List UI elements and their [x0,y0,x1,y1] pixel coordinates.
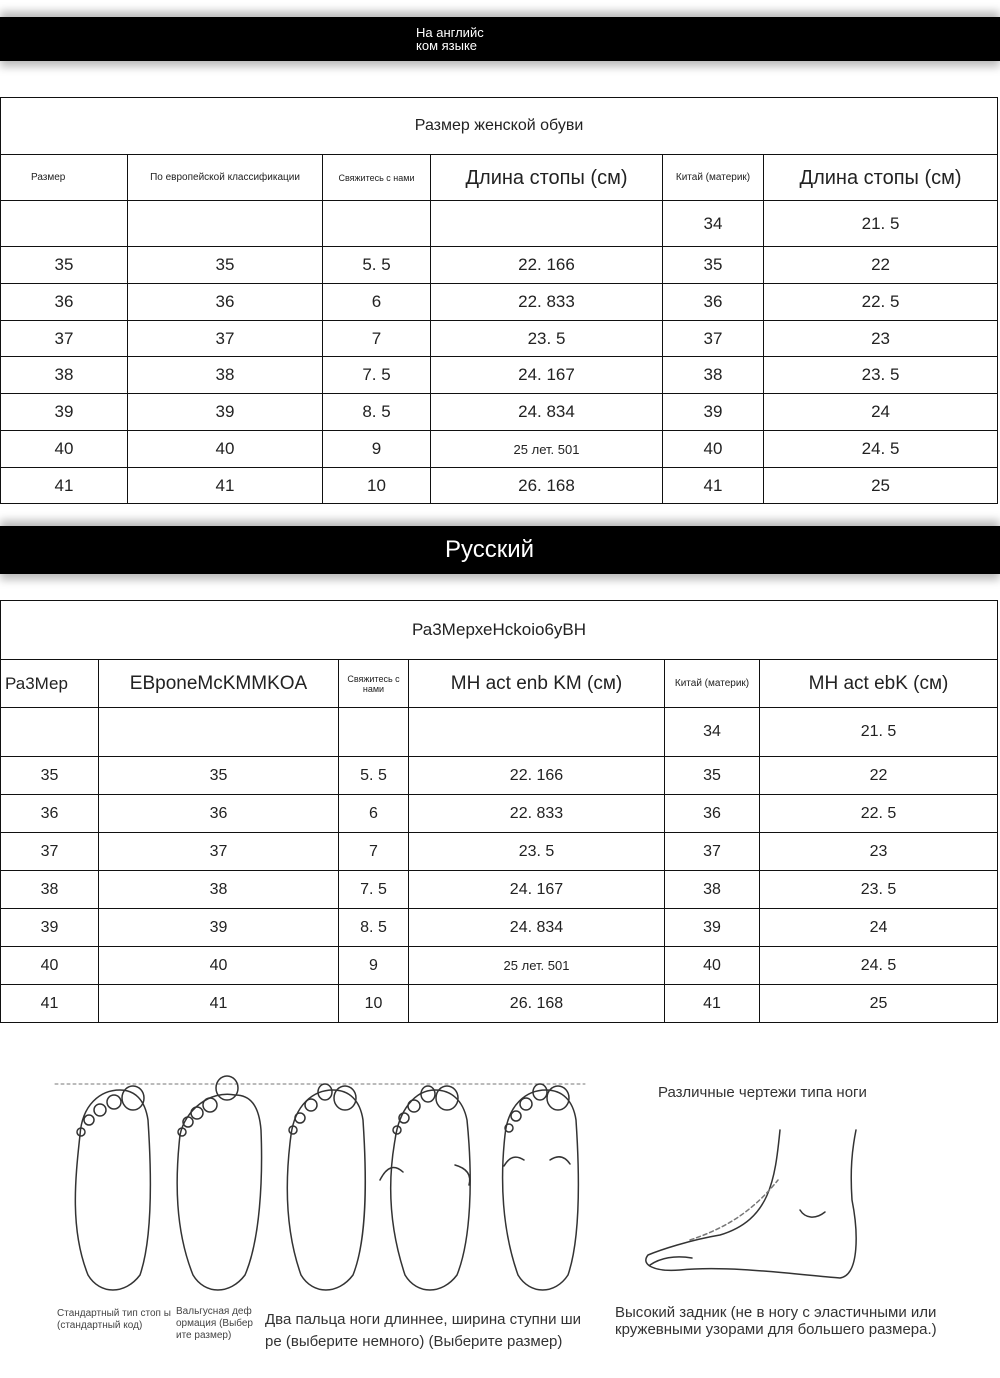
cell: 38 [665,871,760,909]
cell: 23. 5 [760,871,998,909]
high-instep-foot-side-icon [646,1130,856,1278]
cell: 36 [663,284,764,321]
cell: 37 [128,321,323,357]
cell: 26. 168 [409,985,665,1023]
col-header-size: Размер [1,155,128,201]
cell: 40 [128,431,323,468]
table-row [1,947,998,985]
table-row [1,321,998,357]
russian-banner [0,526,1000,574]
long-second-toe-foot-icon [287,1084,365,1290]
cell: 22. 5 [764,284,998,321]
cell: 25 [760,985,998,1023]
banner-text-line2: ком языке [416,38,478,53]
valgus-foot-icon [177,1076,261,1290]
cell: 35 [99,757,339,795]
cell: 35 [1,757,99,795]
cell: 40 [1,947,99,985]
cell: 24 [764,394,998,431]
cell: 23. 5 [431,321,663,357]
cell: 36 [99,795,339,833]
cell: 37 [1,321,128,357]
cell: 39 [99,909,339,947]
label-standard-foot: Стандартный тип стоп ы (стандартный код) [57,1308,171,1331]
col-header-foot-length: МН act enb KM (см) [409,660,665,708]
cell: 41 [99,985,339,1023]
cell: 22. 833 [409,795,665,833]
cell: 5. 5 [323,247,431,284]
cell: 39 [1,394,128,431]
table-row [1,394,998,431]
cell: 35 [665,757,760,795]
cell: 23 [764,321,998,357]
cell: 8. 5 [323,394,431,431]
cell: 24. 834 [409,909,665,947]
cell: 36 [128,284,323,321]
col-header-eu: По европейской классификации [128,155,323,201]
cell: 6 [323,284,431,321]
arrow-icon [455,1165,470,1185]
cell: 10 [323,468,431,504]
label-high-instep: Высокий задник (не в ногу с эластичными или кружевными узорами для большего размера.) [615,1304,937,1338]
cell: 24. 167 [409,871,665,909]
cell: 24. 5 [760,947,998,985]
table-row [1,708,998,757]
cell: 22. 166 [431,247,663,284]
cell: 36 [665,795,760,833]
cell: 36 [1,795,99,833]
col-header-foot-length-cn: Длина стопы (см) [764,155,998,201]
cell: 25 лет. 501 [431,431,663,468]
cell: 7. 5 [339,871,409,909]
cell: 34 [663,201,764,247]
table-row [1,757,998,795]
cell: 8. 5 [339,909,409,947]
label-valgus-foot: Вальгусная деф ормация (Выбер ите размер) [176,1306,253,1341]
cell: 35 [1,247,128,284]
cell: 9 [323,431,431,468]
cell: 38 [1,871,99,909]
cell: 35 [663,247,764,284]
table-row [1,795,998,833]
table-row [1,909,998,947]
cell: 26. 168 [431,468,663,504]
table-caption: Ра3МерхеНсkoio6уВН [1,601,998,660]
cell: 24. 5 [764,431,998,468]
table-row [1,985,998,1023]
table-row [1,468,998,504]
standard-foot-icon [75,1086,150,1290]
cell: 40 [663,431,764,468]
cell: 37 [99,833,339,871]
arrow-icon [550,1157,570,1164]
cell: 23. 5 [409,833,665,871]
size-table-english [0,97,998,504]
cell: 37 [663,321,764,357]
cell: 38 [663,357,764,394]
col-header-china: Китай (материк) [663,155,764,201]
table-row [1,833,998,871]
cell: 41 [128,468,323,504]
cell [409,708,665,757]
table-header-row [1,660,998,708]
cell [323,201,431,247]
table-row [1,247,998,284]
arrow-icon [504,1157,524,1166]
cell: 10 [339,985,409,1023]
table-row [1,357,998,394]
cell: 5. 5 [339,757,409,795]
cell: 38 [99,871,339,909]
cell: 39 [128,394,323,431]
cell: 39 [665,909,760,947]
banner-text-line1: На английс [416,25,484,40]
cell [128,201,323,247]
cell: 22 [760,757,998,795]
cell: 41 [1,985,99,1023]
cell: 41 [665,985,760,1023]
cell: 9 [339,947,409,985]
cell: 7. 5 [323,357,431,394]
cell: 21. 5 [764,201,998,247]
cell [99,708,339,757]
cell: 37 [665,833,760,871]
cell [1,201,128,247]
cell: 23. 5 [764,357,998,394]
table-row [1,431,998,468]
cell: 41 [663,468,764,504]
banner-title: Русский [445,536,535,563]
cell: 24 [760,909,998,947]
cell: 24. 834 [431,394,663,431]
cell: 7 [323,321,431,357]
cell: 22. 5 [760,795,998,833]
cell: 6 [339,795,409,833]
table-row [1,284,998,321]
cell: 25 лет. 501 [409,947,665,985]
cell: 34 [665,708,760,757]
wide-foot-icon [380,1086,470,1290]
cell: 21. 5 [760,708,998,757]
size-table-russian [0,600,998,1023]
table-caption: Размер женской обуви [1,98,998,155]
cell: 35 [128,247,323,284]
col-header-contact: Свяжитесь с нами [339,660,409,708]
cell: 37 [1,833,99,871]
col-header-foot-length: Длина стопы (см) [431,155,663,201]
cell: 41 [1,468,128,504]
cell: 38 [1,357,128,394]
top-banner [0,17,1000,61]
cell: 22. 166 [409,757,665,795]
col-header-contact: Свяжитесь с нами [323,155,431,201]
col-header-eu: ЕВponeMcKMMKOA [99,660,339,708]
narrow-foot-icon [503,1084,579,1290]
cell [1,708,99,757]
table-header-row [1,155,998,201]
cell: 24. 167 [431,357,663,394]
col-header-size: Ра3Мер [1,660,99,708]
foot-drawings-title: Различные чертежи типа ноги [658,1084,867,1101]
cell: 39 [663,394,764,431]
cell [339,708,409,757]
col-header-foot-length-cn: МН act ebK (см) [760,660,998,708]
table-row [1,871,998,909]
cell: 7 [339,833,409,871]
cell: 40 [1,431,128,468]
cell: 38 [128,357,323,394]
cell: 22. 833 [431,284,663,321]
cell: 23 [760,833,998,871]
cell: 40 [99,947,339,985]
cell: 40 [665,947,760,985]
cell: 22 [764,247,998,284]
cell: 25 [764,468,998,504]
col-header-china: Китай (материк) [665,660,760,708]
cell: 36 [1,284,128,321]
cell: 39 [1,909,99,947]
table-row [1,201,998,247]
cell [431,201,663,247]
label-two-toes-foot: Два пальца ноги длиннее, ширина ступни ши ре (выберите немного) (Выберите размер) [265,1311,582,1350]
